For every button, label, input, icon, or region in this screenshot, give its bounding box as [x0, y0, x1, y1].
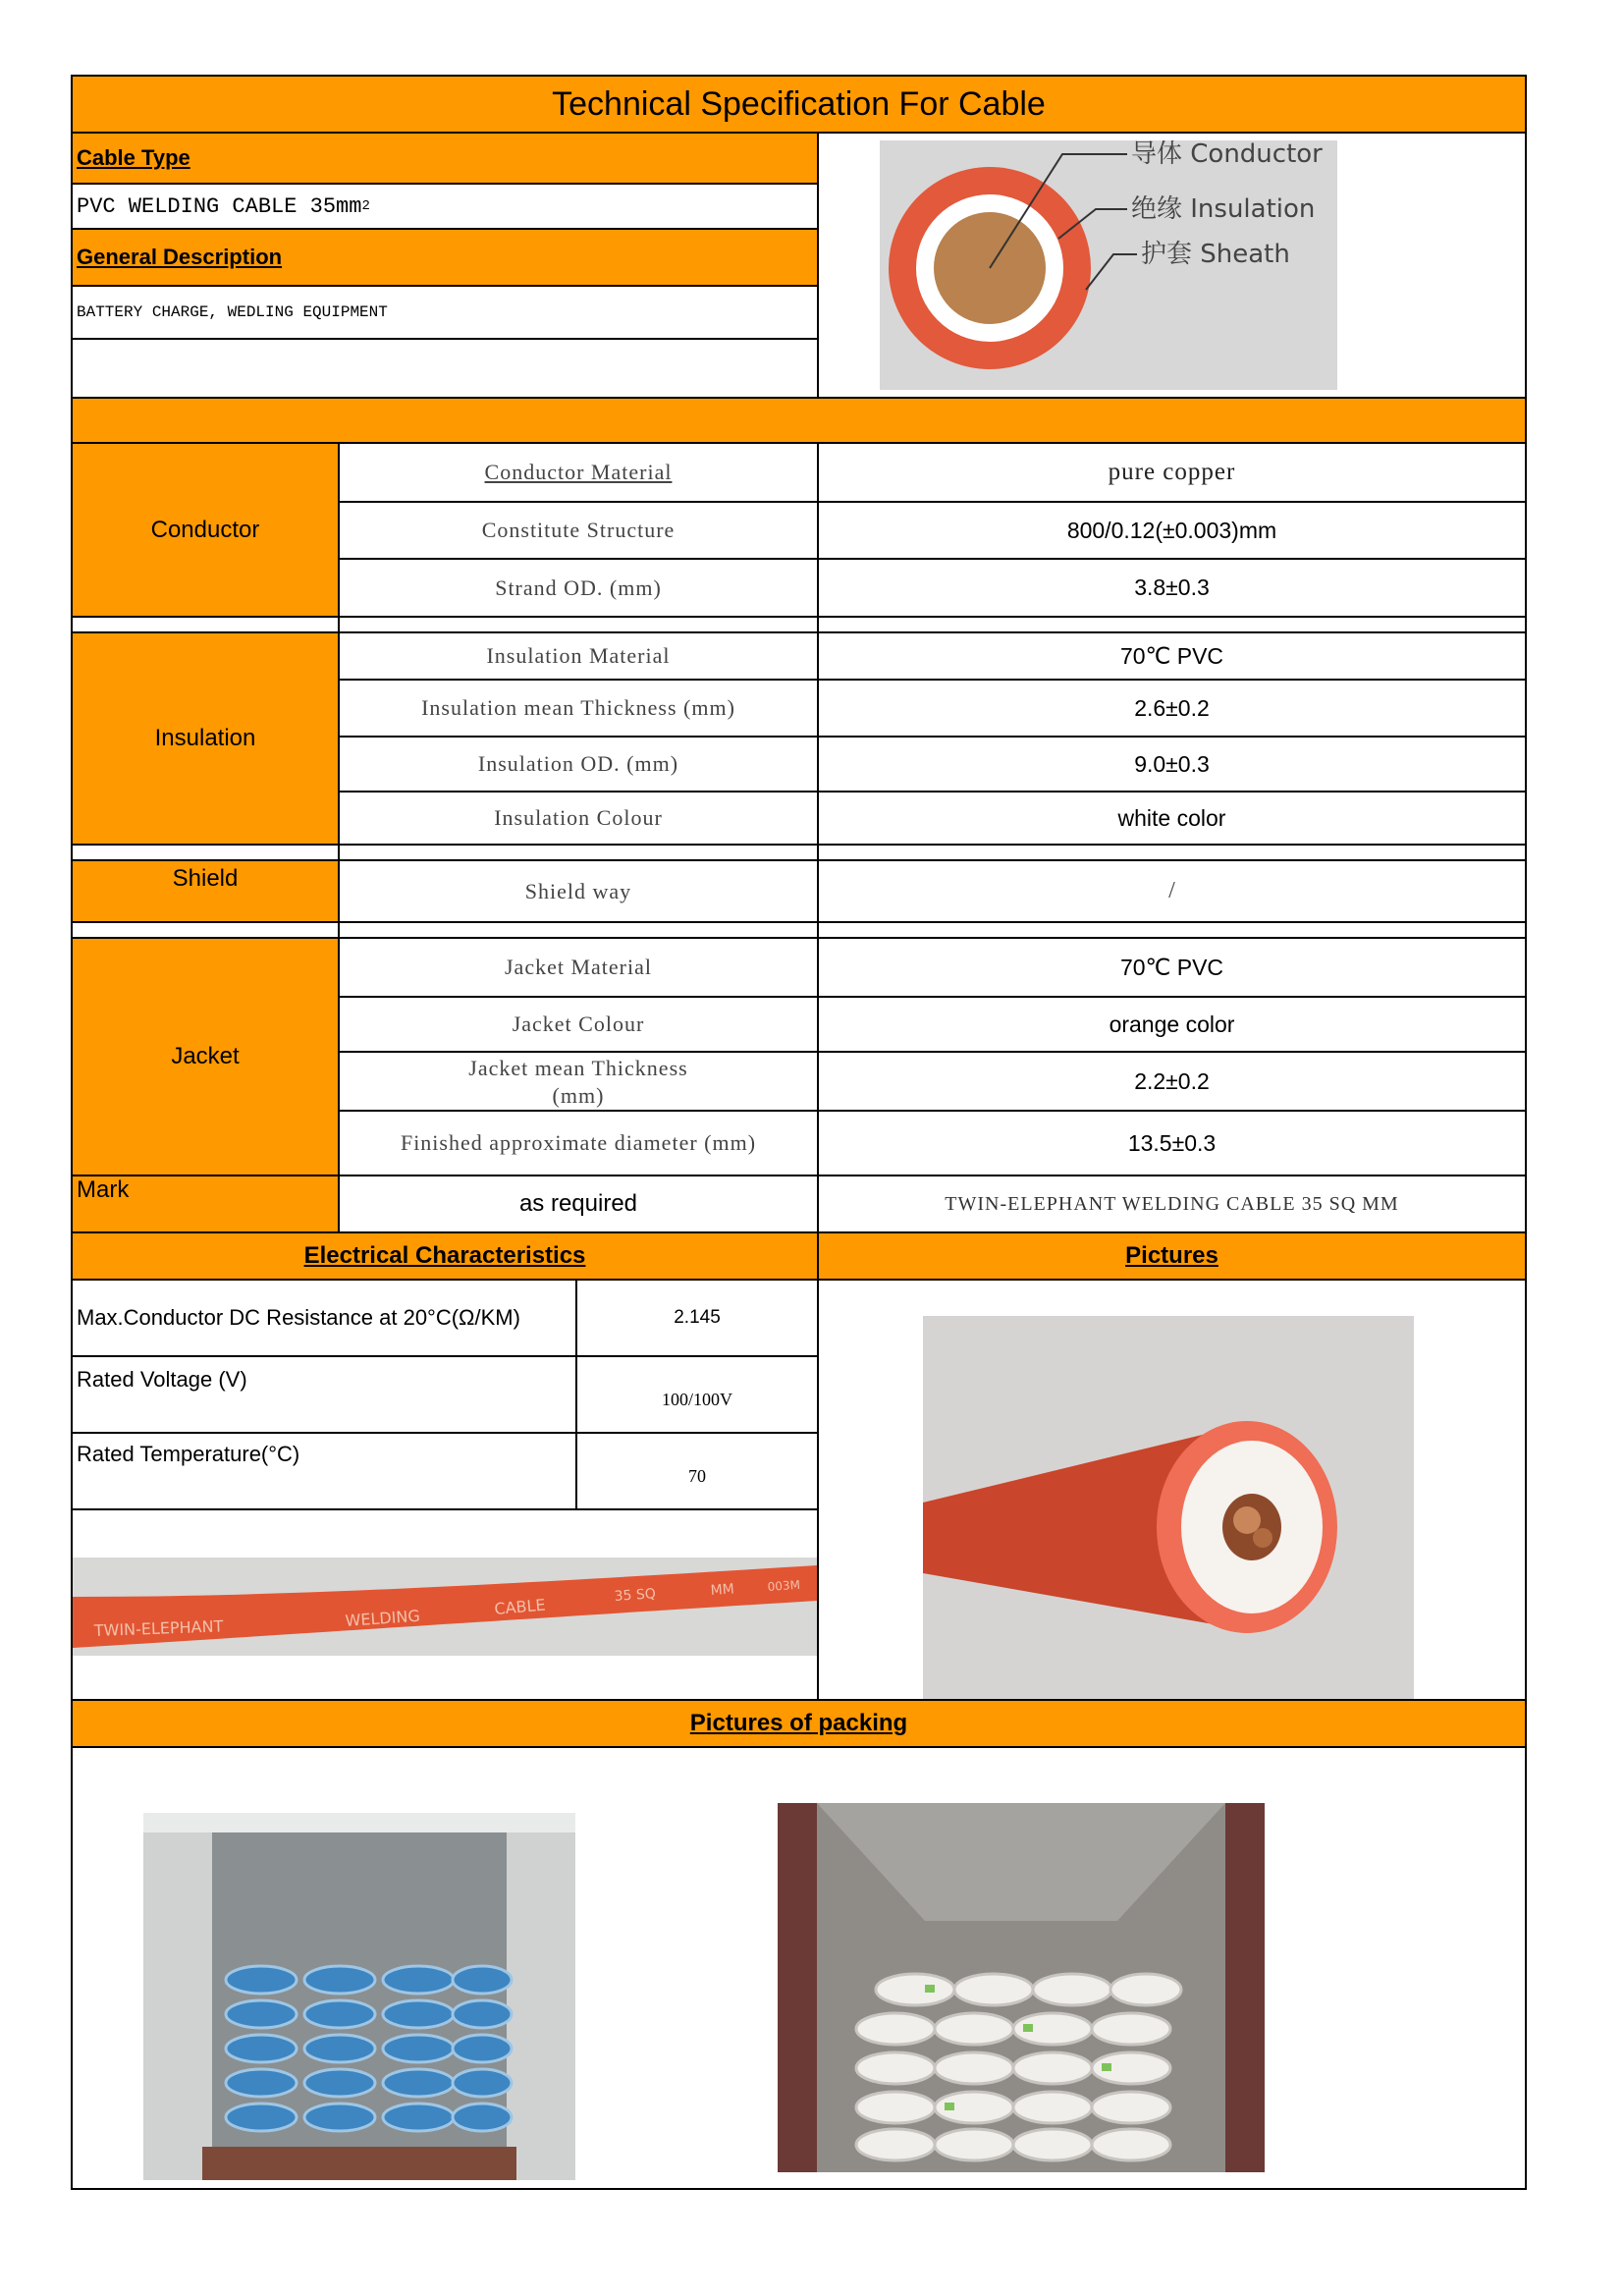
diagram-insulation-label: 绝缘 Insulation [1131, 194, 1316, 224]
strand-od-value: 3.8±0.3 [1134, 574, 1210, 600]
jacket-group-label: Jacket [73, 939, 338, 1175]
print-text-5: MM [710, 1581, 735, 1599]
insulation-material-value: 70℃ PVC [1119, 642, 1224, 669]
page-title: Technical Specification For Cable [73, 77, 1525, 132]
insulation-od-value: 9.0±0.3 [1134, 750, 1210, 777]
insulation-colour-value: white color [1117, 804, 1226, 831]
pictures-header: Pictures [819, 1233, 1525, 1279]
conductor-material-name: Conductor Material [484, 460, 673, 484]
shield-way-name: Shield way [524, 878, 632, 903]
mark-value: as required [518, 1190, 638, 1217]
conductor-group-label: Conductor [73, 444, 338, 616]
finished-diameter-value: 13.5±0.3 [1127, 1129, 1217, 1156]
jacket-colour-value: orange color [1109, 1011, 1235, 1037]
packing-photo-white-coils [778, 1803, 1265, 2172]
jacket-thickness-value: 2.2±0.2 [1134, 1067, 1210, 1094]
general-description-value: BATTERY CHARGE, WEDLING EQUIPMENT [77, 303, 388, 321]
jacket-material-name: Jacket Material [505, 955, 652, 979]
insulation-material-name: Insulation Material [486, 643, 671, 668]
print-text-3: CABLE [493, 1595, 547, 1618]
section-band [73, 399, 1525, 442]
dc-resistance-name: Max.Conductor DC Resistance at 20°C(Ω/KM) [77, 1305, 520, 1330]
cable-type-label: Cable Type [73, 134, 817, 183]
cable-end-photo [923, 1316, 1414, 1717]
jacket-material-value: 70℃ PVC [1119, 954, 1224, 980]
shield-way-value: / [1168, 878, 1175, 903]
cable-cross-section-diagram [880, 140, 1337, 390]
electrical-header: Electrical Characteristics [73, 1233, 817, 1279]
cable-print-photo [73, 1558, 817, 1656]
shield-group-label: Shield [73, 861, 338, 921]
finished-diameter-name: Finished approximate diameter (mm) [400, 1130, 757, 1155]
print-text-1: TWIN-ELEPHANT [93, 1616, 224, 1640]
conductor-material-value: pure copper [1108, 459, 1236, 485]
print-text-6: 003M [767, 1577, 801, 1594]
mark-print: TWIN-ELEPHANT WELDING CABLE 35 SQ MM [945, 1192, 1399, 1215]
print-text-4: 35 SQ [614, 1586, 657, 1605]
diagram-conductor-label: 导体 Conductor [1131, 140, 1323, 169]
insulation-od-name: Insulation OD. (mm) [477, 751, 679, 776]
rated-voltage-name: Rated Voltage (V) [77, 1367, 247, 1392]
rated-temperature-value: 70 [688, 1465, 706, 1486]
print-text-2: WELDING [344, 1606, 421, 1630]
constitute-structure-value: 800/0.12(±0.003)mm [1066, 517, 1277, 543]
packing-header: Pictures of packing [73, 1701, 1525, 1746]
cable-type-value: PVC WELDING CABLE 35mm 2 [77, 193, 370, 219]
constitute-structure-name: Constitute Structure [481, 518, 676, 542]
jacket-thickness-name: Jacket mean Thickness (mm) [468, 1056, 688, 1108]
spec-sheet [71, 75, 1527, 2190]
insulation-group-label: Insulation [73, 633, 338, 844]
diagram-sheath-label: 护套 Sheath [1141, 240, 1290, 269]
strand-od-name: Strand OD. (mm) [495, 574, 662, 600]
packing-photo-blue-coils [143, 1813, 575, 2180]
insulation-thickness-name: Insulation mean Thickness (mm) [421, 695, 735, 720]
dc-resistance-value: 2.145 [674, 1307, 721, 1328]
general-description-label: General Description [73, 230, 817, 285]
mark-label: Mark [73, 1176, 338, 1231]
rated-voltage-value: 100/100V [662, 1389, 732, 1409]
jacket-colour-name: Jacket Colour [512, 1011, 645, 1036]
insulation-thickness-value: 2.6±0.2 [1134, 694, 1210, 721]
rated-temperature-name: Rated Temperature(°C) [77, 1442, 300, 1466]
insulation-colour-name: Insulation Colour [494, 805, 663, 830]
